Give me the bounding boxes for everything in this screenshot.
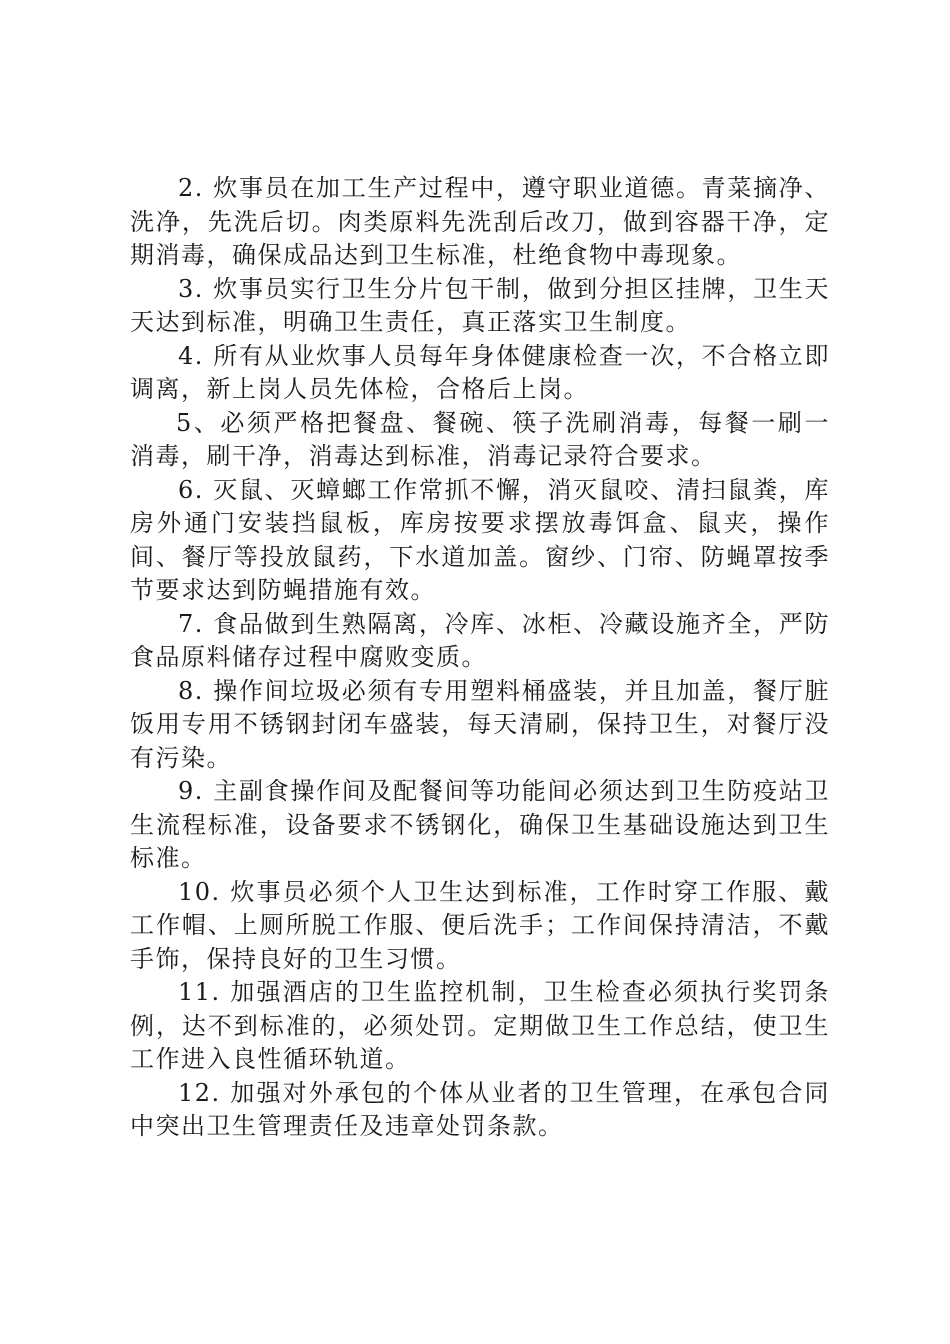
document-body: [130, 172, 830, 1144]
paragraph-4: 4. 所有从业炊事人员每年身体健康检查一次，不合格立即调离，新上岗人员先体检，合格后上岗。: [130, 341, 830, 403]
paragraph-10: 10. 炊事员必须个人卫生达到标准，工作时穿工作服、戴工作帽、上厕所脱工作服、便后洗手；工作间保持清洁，不戴手饰，保持良好的卫生习惯。: [130, 877, 830, 973]
paragraph-6: 6. 灭鼠、灭蟑螂工作常抓不懈，消灭鼠咬、清扫鼠粪，库房外通门安装挡鼠板，库房按要求摆放毒饵盒、鼠夹，操作间、餐厅等投放鼠药，下水道加盖。窗纱、门帘、防蝇罩按季节要求达到防蝇措施有效。: [130, 475, 830, 604]
paragraph-9: 9. 主副食操作间及配餐间等功能间必须达到卫生防疫站卫生流程标准，设备要求不锈钢化，确保卫生基础设施达到卫生标准。: [130, 777, 830, 872]
paragraph-8: 8. 操作间垃圾必须有专用塑料桶盛装，并且加盖，餐厅脏饭用专用不锈钢封闭车盛装，每天清刷，保持卫生，对餐厅没有污染。: [130, 676, 830, 772]
paragraph-12: 12. 加强对外承包的个体从业者的卫生管理，在承包合同中突出卫生管理责任及违章处罚条款。: [130, 1078, 830, 1140]
paragraph-7: 7. 食品做到生熟隔离，冷库、冰柜、冷藏设施齐全，严防食品原料储存过程中腐败变质。: [130, 609, 830, 671]
paragraph-2: 2. 炊事员在加工生产过程中，遵守职业道德。青菜摘净、洗净，先洗后切。肉类原料先洗刮后改刀，做到容器干净，定期消毒，确保成品达到卫生标准，杜绝食物中毒现象。: [130, 174, 830, 269]
paragraph-5: 5、必须严格把餐盘、餐碗、筷子洗刷消毒，每餐一刷一消毒，刷干净，消毒达到标准，消毒记录符合要求。: [130, 408, 830, 470]
paragraph-3: 3. 炊事员实行卫生分片包干制，做到分担区挂牌，卫生天天达到标准，明确卫生责任，真正落实卫生制度。: [130, 274, 830, 336]
paragraph-11: 11. 加强酒店的卫生监控机制，卫生检查必须执行奖罚条例，达不到标准的，必须处罚。定期做卫生工作总结，使卫生工作进入良性循环轨道。: [130, 978, 830, 1073]
